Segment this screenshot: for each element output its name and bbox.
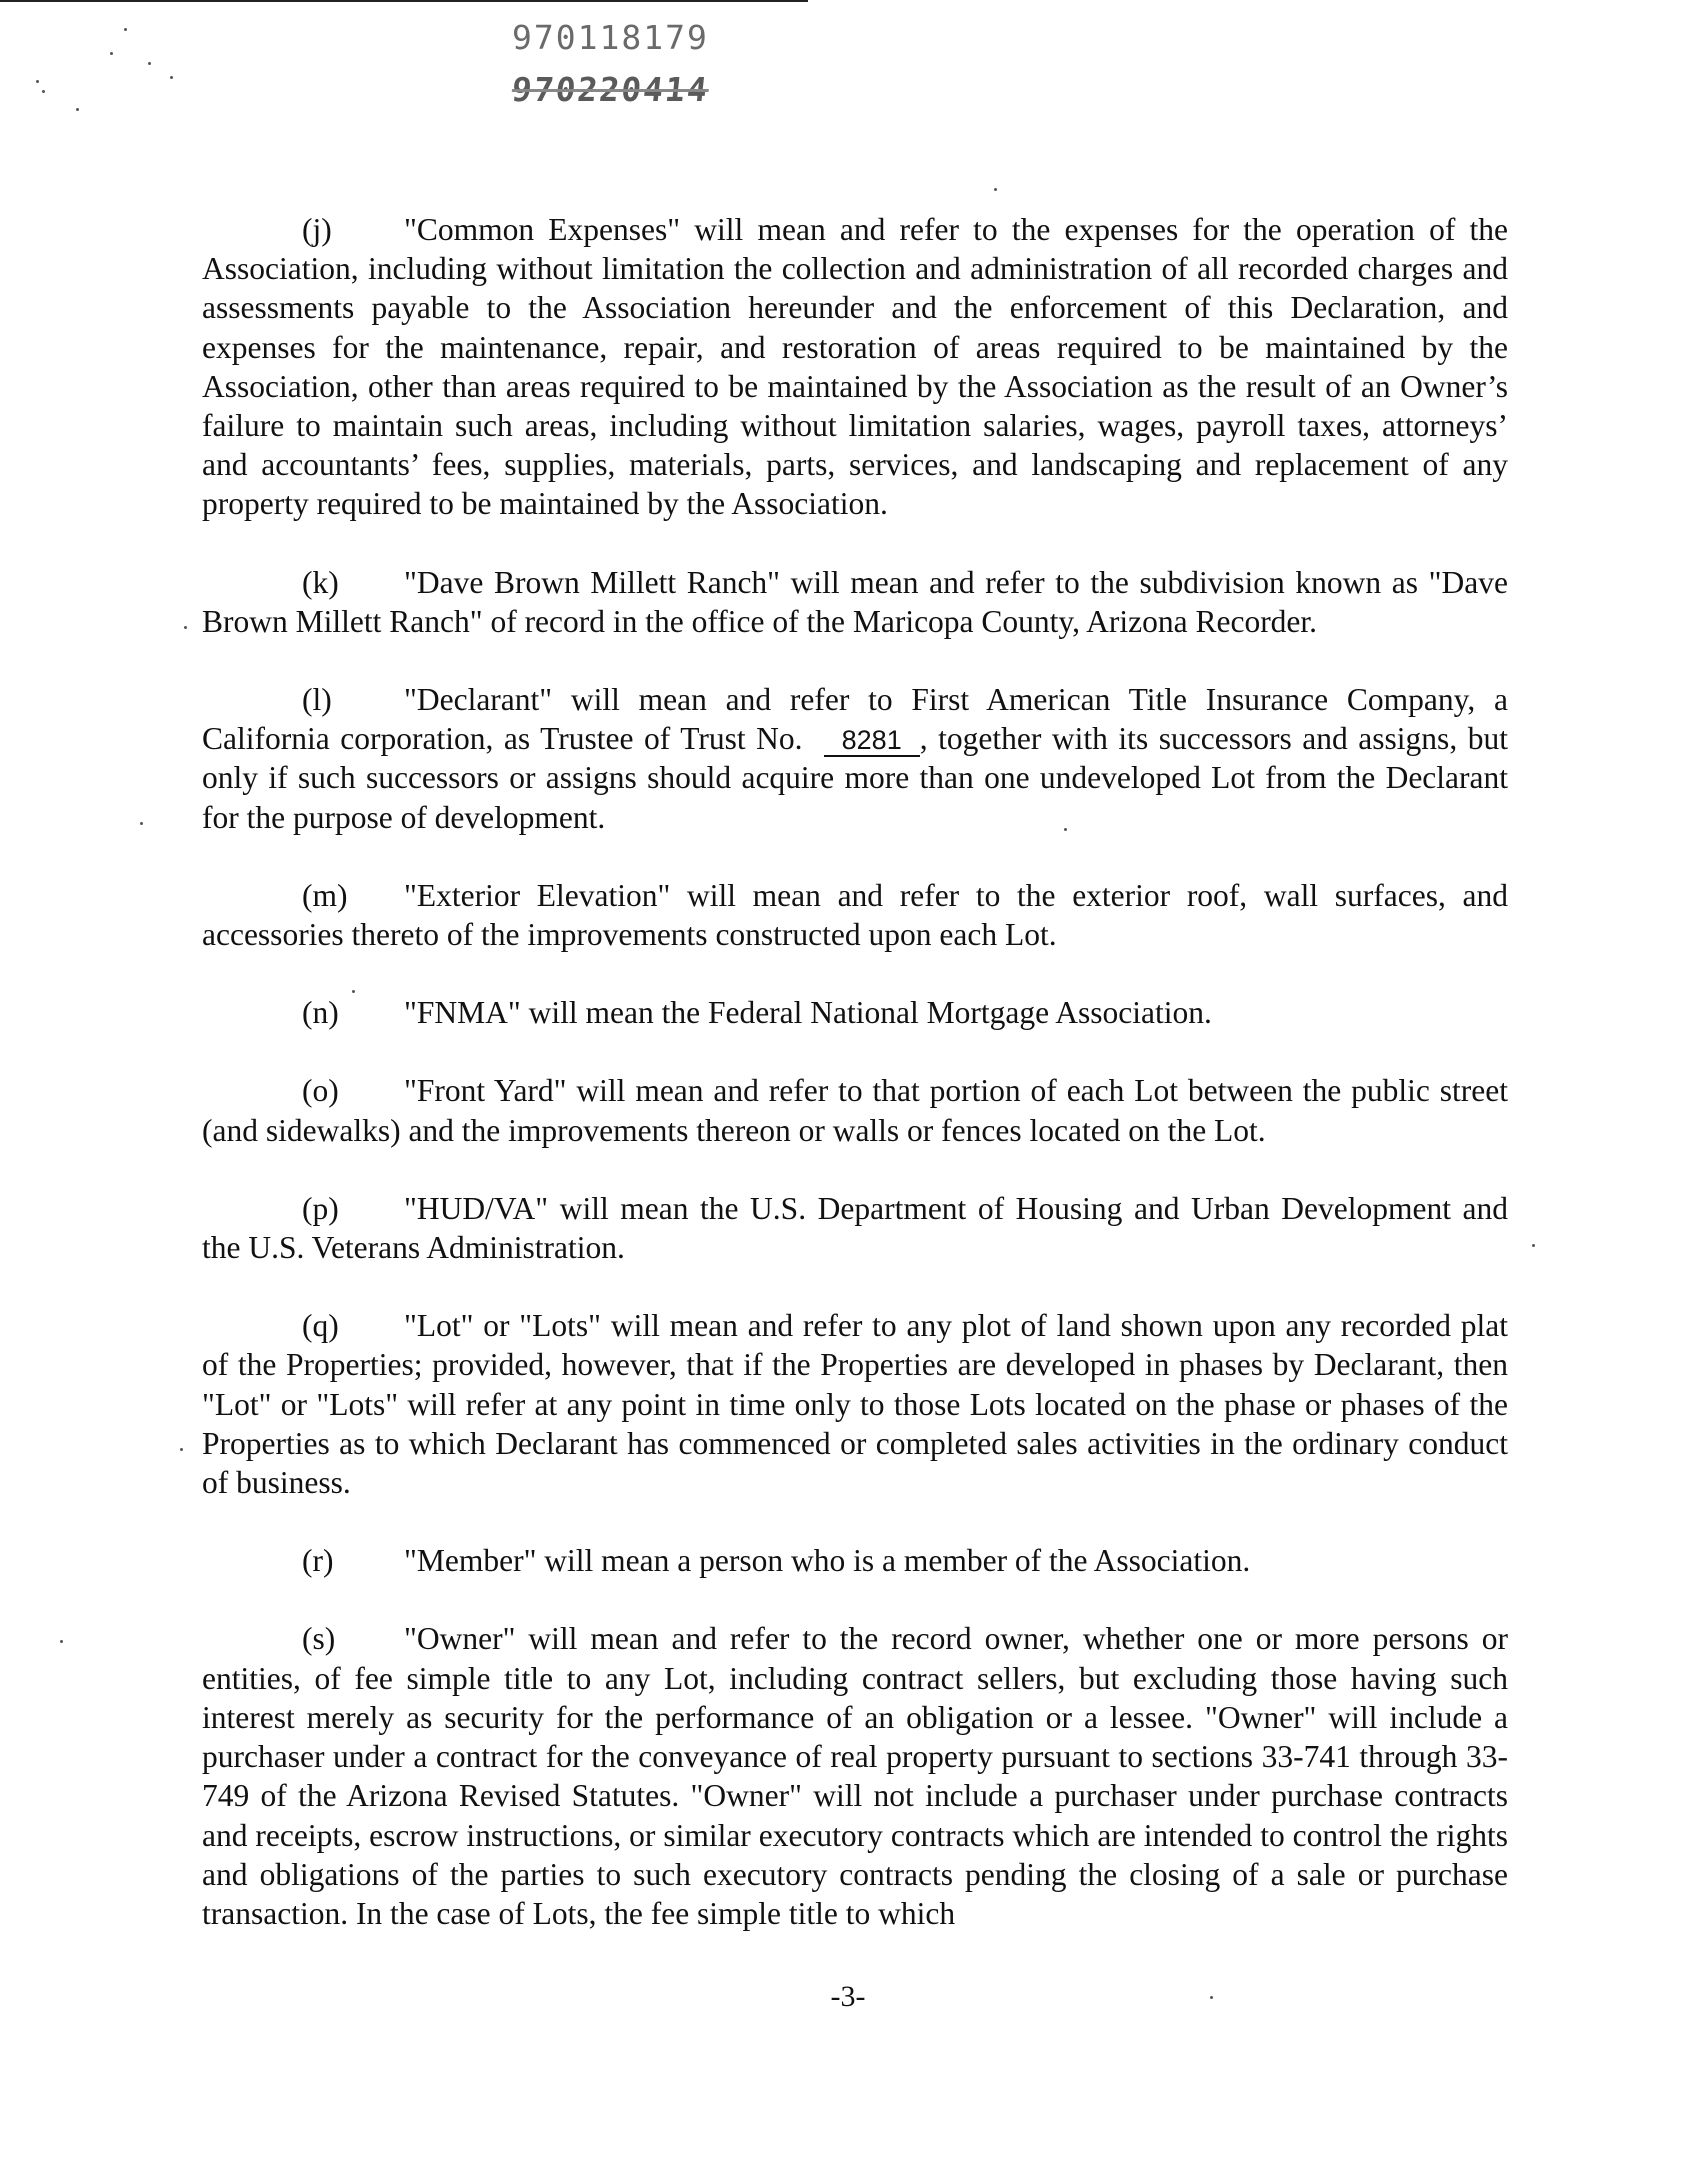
item-label: (k) <box>302 564 339 600</box>
item-label: (n) <box>302 995 339 1031</box>
scan-speck <box>170 76 173 79</box>
definition-text: "Common Expenses" will mean and refer to the expenses for the operation of the Association, including without limitation the collection and administration of all recorded charges and assessments payable to the Association hereunder and the enforcement of this Declaration, and expenses for the maintenance, repair, and restoration of areas required to be maintained by the Association, other than areas required to be maintained by the Association as the result of an Owner’s failure to maintain such areas, including without limitation salaries, wages, payroll taxes, attorneys’ and accountants’ fees, supplies, materials, parts, services, and landscaping and replacement of any property required to be maintained by the Association. <box>202 212 1508 522</box>
item-label: (q) <box>302 1308 339 1344</box>
definition-text: "Exterior Elevation" will mean and refer to the exterior roof, wall surfaces, and accessories thereto of the improvements constructed upon each Lot. <box>202 877 1508 953</box>
scan-speck <box>36 80 39 83</box>
definition-text: "Front Yard" will mean and refer to that portion of each Lot between the public street (and sidewalks) and the improvements thereon or walls or fences located on the Lot. <box>202 1073 1508 1148</box>
definition-text: "FNMA" will mean the Federal National Mortgage Association. <box>404 995 1212 1031</box>
definition-text: "HUD/VA" will mean the U.S. Department of Housing and Urban Development and the U.S. Veterans Administration. <box>202 1190 1508 1266</box>
scan-speck <box>60 1640 63 1643</box>
item-label: (o) <box>302 1073 339 1109</box>
recording-number-stamp: 970118179 <box>512 18 709 57</box>
definition-paragraph <box>202 680 1508 837</box>
scan-speck <box>148 62 151 65</box>
definition-text: "Dave Brown Millett Ranch" will mean and refer to the subdivision known as "Dave Brown Millett Ranch" of record in the office of the Maricopa County, Arizona Recorder. <box>202 564 1508 639</box>
scan-speck <box>124 28 127 31</box>
definition-paragraph <box>202 1619 1508 1933</box>
scan-speck <box>140 822 143 825</box>
scan-speck <box>1532 1244 1535 1247</box>
item-label: (s) <box>302 1621 336 1657</box>
definition-paragraph <box>202 1306 1508 1502</box>
trust-number-field: 8281 <box>824 725 920 757</box>
definition-paragraph <box>202 993 1508 1032</box>
item-label: (l) <box>302 682 332 718</box>
definition-text: "Lot" or "Lots" will mean and refer to any plot of land shown upon any recorded plat of the Properties; provided, however, that if the Properties are developed in phases by Declarant, then "Lot" or "Lots" will refer at any point in time only to those Lots located on the phase or phases of the Properties as to which Declarant has commenced or completed sales activities in the ordinary conduct of business. <box>202 1308 1508 1501</box>
definition-paragraph <box>202 1189 1508 1267</box>
scan-speck <box>994 188 997 191</box>
scan-speck <box>180 1448 183 1451</box>
document-body <box>202 210 1508 1972</box>
item-label: (j) <box>302 212 332 247</box>
item-label: (m) <box>302 877 348 913</box>
definition-paragraph <box>202 1071 1508 1149</box>
definition-text: "Owner" will mean and refer to the record owner, whether one or more persons or entities, of fee simple title to any Lot, including contract sellers, but excluding those having such interest merely as security for the performance of an obligation or a lessee. "Owner" will include a purchaser under a contract for the conveyance of real property pursuant to sections 33-741 through 33-749 of the Arizona Revised Statutes. "Owner" will not include a purchaser under purchase contracts and receipts, escrow instructions, or similar executory contracts which are intended to control the rights and obligations of the parties to such executory contracts pending the closing of a sale or purchase transaction. In the case of Lots, the fee simple title to which <box>202 1621 1508 1931</box>
scan-speck <box>110 52 113 55</box>
item-label: (p) <box>302 1190 339 1226</box>
definition-paragraph <box>202 210 1508 524</box>
scan-speck <box>42 90 45 93</box>
top-border-line <box>0 0 808 2</box>
definition-paragraph <box>202 563 1508 641</box>
definition-text: "Declarant" will mean and refer to First American Title Insurance Company, a California corporation, as Trustee of Trust No. <box>202 682 1508 757</box>
definition-paragraph <box>202 1541 1508 1580</box>
definition-paragraph <box>202 876 1508 954</box>
item-label: (r) <box>302 1543 334 1579</box>
scan-speck <box>184 626 187 629</box>
scan-speck <box>76 108 79 111</box>
definition-text: "Member" will mean a person who is a member of the Association. <box>404 1543 1251 1579</box>
recording-number-stamp-overprint: 970220414 <box>509 70 711 109</box>
definition-text: , together with its successors and assigns, but only if such successors or assigns should acquire more than one undeveloped Lot from the Declarant for the purpose of development. <box>202 721 1509 835</box>
page-number: -3- <box>830 1980 866 2013</box>
